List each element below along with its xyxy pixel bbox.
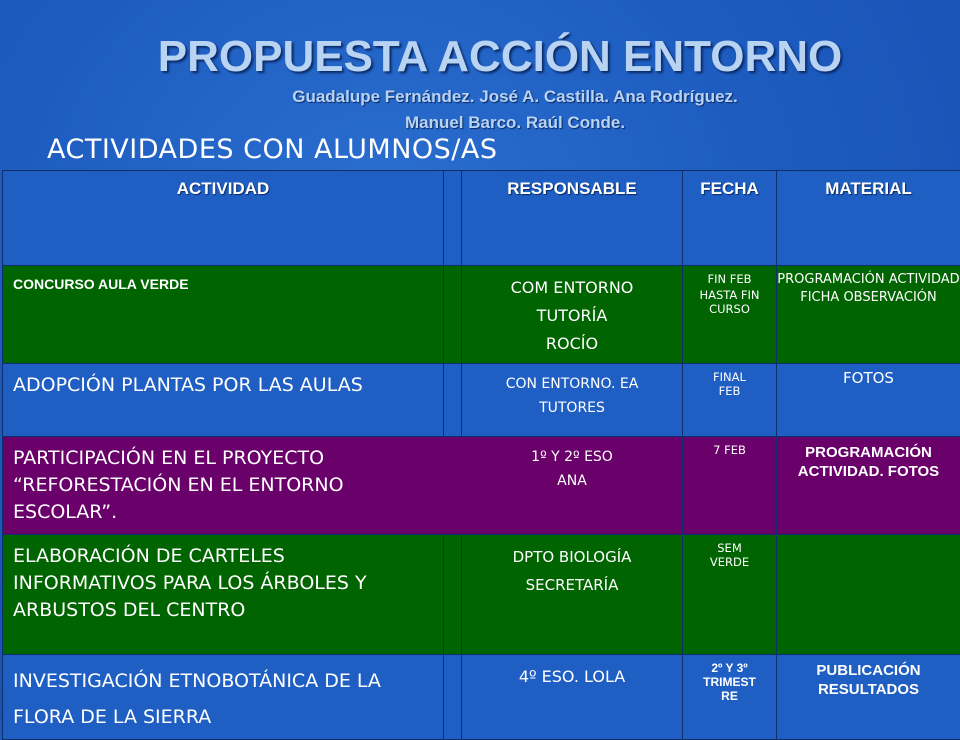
responsable-cell <box>462 437 683 535</box>
fecha-line: 7 FEB <box>683 443 776 457</box>
spacer-cell <box>444 266 462 364</box>
authors-line-1: Guadalupe Fernández. José A. Castilla. Ana Rodríguez. <box>0 87 960 107</box>
activities-table <box>2 170 960 740</box>
header-responsable: RESPONSABLE <box>462 171 682 199</box>
material-cell <box>777 266 960 364</box>
spacer-cell <box>444 437 462 535</box>
table-header-row <box>3 171 960 266</box>
responsable-line: 4º ESO. LOLA <box>462 663 682 691</box>
fecha-line: SEM VERDE <box>705 541 754 569</box>
actividad-text: ELABORACIÓN DE CARTELES INFORMATIVOS PARA LOS ÁRBOLES Y ARBUSTOS DEL CENTRO <box>3 535 443 628</box>
material-cell <box>777 437 960 535</box>
fecha-line: FINAL FEB <box>703 370 756 398</box>
responsable-line: TUTORES <box>462 396 682 420</box>
spacer-cell <box>444 535 462 655</box>
material-line: FOTOS <box>777 370 960 386</box>
fecha-cell <box>683 535 777 655</box>
fecha-cell <box>683 655 777 740</box>
actividad-text: INVESTIGACIÓN ETNOBOTÁNICA DE LA FLORA DE LA SIERRA <box>3 655 443 739</box>
responsable-cell <box>462 266 683 364</box>
material-line: PROGRAMACIÓN ACTIVIDAD <box>777 272 960 288</box>
actividad-text: ADOPCIÓN PLANTAS POR LAS AULAS <box>3 364 443 403</box>
actividad-text: CONCURSO AULA VERDE <box>3 266 443 296</box>
section-subtitle: ACTIVIDADES CON ALUMNOS/AS <box>47 134 498 165</box>
responsable-line: DPTO BIOLOGÍA <box>462 543 682 571</box>
material-line: PUBLICACIÓN RESULTADOS <box>777 661 960 699</box>
fecha-cell <box>683 364 777 437</box>
table-row <box>3 364 960 437</box>
spacer-cell <box>444 364 462 437</box>
spacer-cell <box>444 655 462 740</box>
authors-line-2: Manuel Barco. Raúl Conde. <box>0 113 960 133</box>
responsable-line: CON ENTORNO. EA <box>462 372 682 396</box>
material-cell <box>777 655 960 740</box>
header-fecha: FECHA <box>683 171 776 199</box>
fecha-line: 2º Y 3º TRIMEST RE <box>695 661 764 703</box>
material-line: PROGRAMACIÓN ACTIVIDAD. FOTOS <box>777 443 960 481</box>
fecha-cell <box>683 266 777 364</box>
responsable-cell <box>462 535 683 655</box>
responsable-cell <box>462 364 683 437</box>
material-line: FICHA OBSERVACIÓN <box>777 290 960 306</box>
spacer-cell <box>444 171 462 266</box>
responsable-line: SECRETARÍA <box>462 571 682 599</box>
fecha-cell <box>683 437 777 535</box>
fecha-line: FIN FEB <box>683 272 776 286</box>
header-cell <box>3 171 444 266</box>
actividad-cell <box>3 655 444 740</box>
fecha-line: HASTA FIN CURSO <box>683 288 776 316</box>
actividad-cell <box>3 437 444 535</box>
header-actividad: ACTIVIDAD <box>3 171 443 199</box>
header-cell <box>683 171 777 266</box>
table-row <box>3 535 960 655</box>
responsable-line: TUTORÍA <box>462 302 682 330</box>
material-cell <box>777 535 960 655</box>
table-row <box>3 655 960 740</box>
responsable-line: ANA <box>462 469 682 493</box>
responsable-line: COM ENTORNO <box>462 274 682 302</box>
actividad-cell <box>3 535 444 655</box>
header-material: MATERIAL <box>777 171 960 199</box>
table-row <box>3 266 960 364</box>
material-cell <box>777 364 960 437</box>
actividad-cell <box>3 364 444 437</box>
header-cell <box>777 171 960 266</box>
header-cell <box>462 171 683 266</box>
responsable-cell <box>462 655 683 740</box>
slide-title: PROPUESTA ACCIÓN ENTORNO <box>0 32 960 82</box>
table-row <box>3 437 960 535</box>
actividad-cell <box>3 266 444 364</box>
responsable-line: 1º Y 2º ESO <box>462 445 682 469</box>
responsable-line: ROCÍO <box>462 330 682 358</box>
actividad-text: PARTICIPACIÓN EN EL PROYECTO “REFORESTACIÓN EN EL ENTORNO ESCOLAR”. <box>3 437 443 530</box>
